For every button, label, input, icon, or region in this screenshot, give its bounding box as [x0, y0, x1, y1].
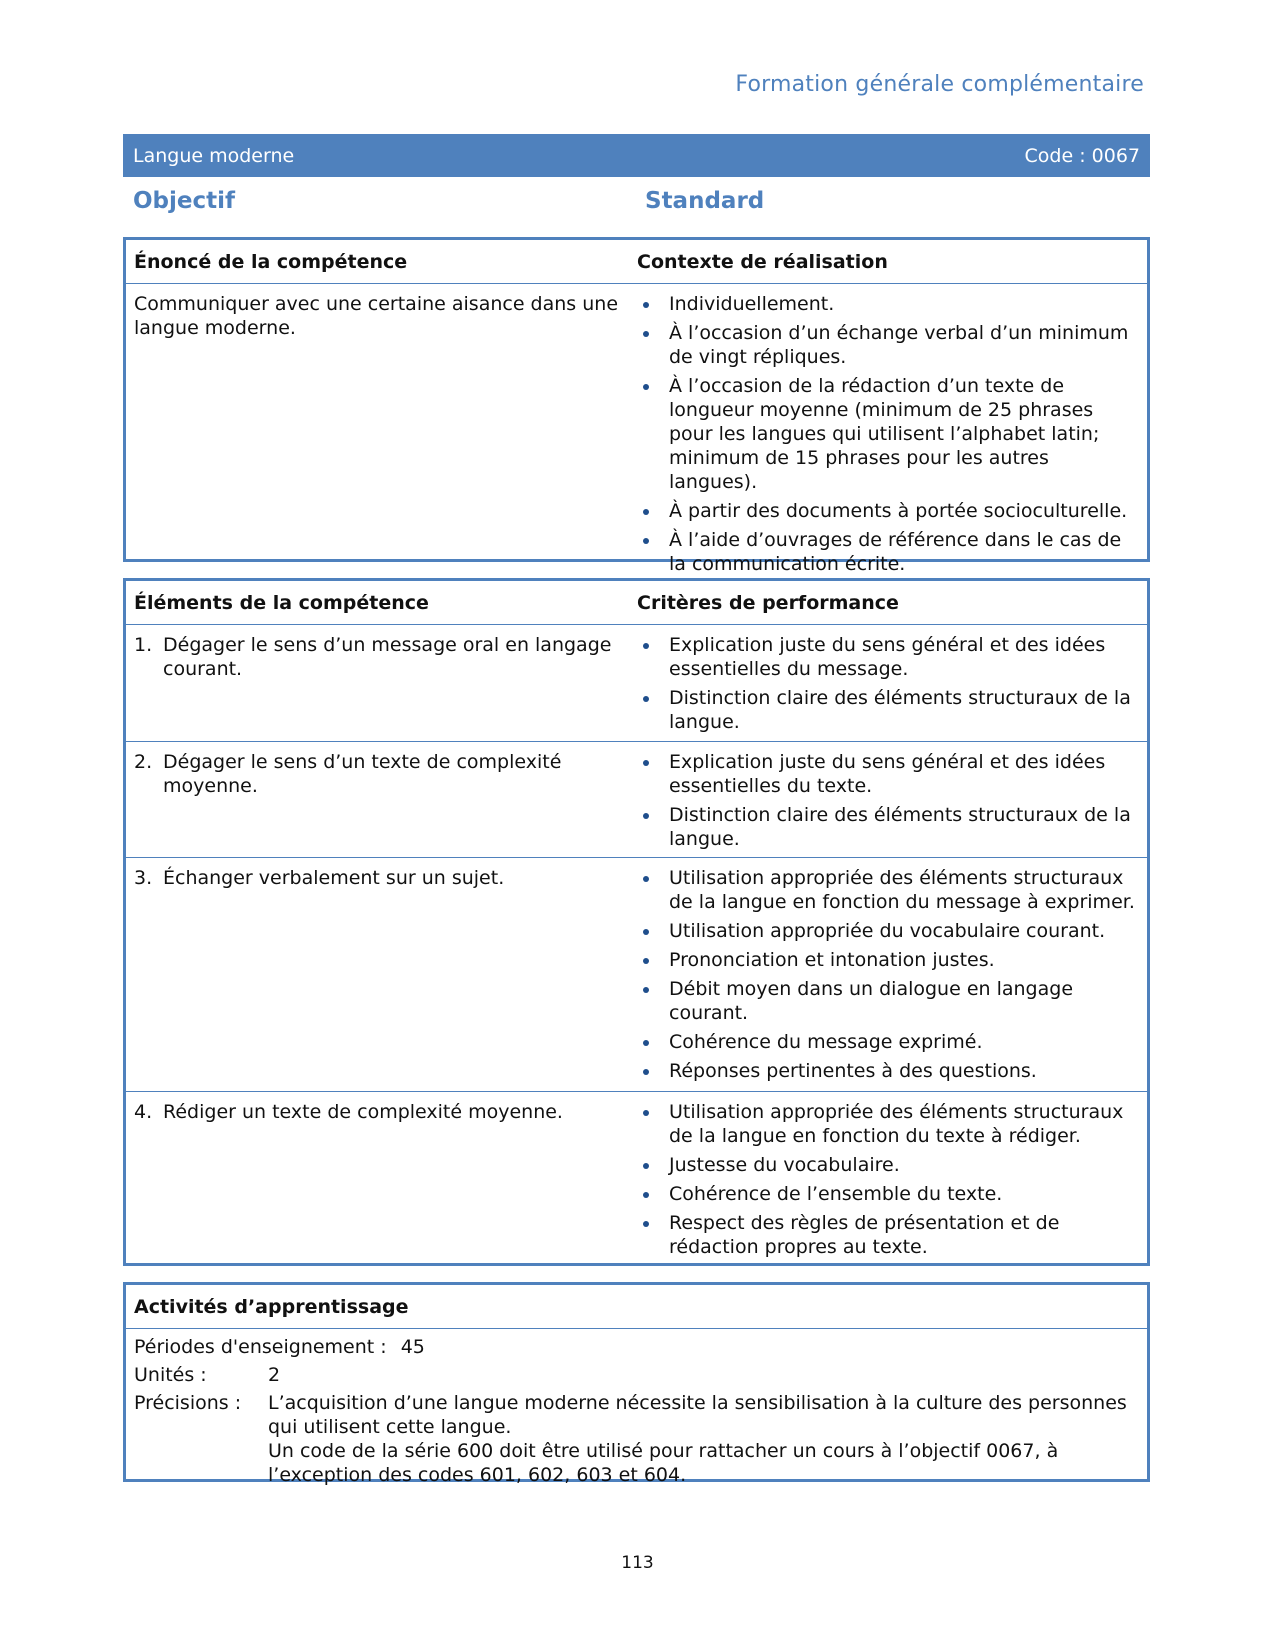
periods-value: 45 [400, 1336, 425, 1358]
element-number: 3. [134, 867, 153, 889]
course-code: Code : 0067 [1024, 144, 1140, 167]
context-list [637, 292, 1139, 576]
activities-title: Activités d’apprentissage [134, 1295, 409, 1318]
criteria-header: Critères de performance [637, 591, 899, 614]
list-item: Explication juste du sens général et des idées essentielles du texte. [637, 750, 1139, 798]
periods-line [134, 1335, 1139, 1359]
element-text: Rédiger un texte de complexité moyenne. [163, 1101, 563, 1123]
element-text: Échanger verbalement sur un sujet. [163, 867, 505, 889]
criteria-list [637, 633, 1139, 734]
list-item: Justesse du vocabulaire. [637, 1153, 1139, 1177]
page-number: 113 [621, 1553, 654, 1573]
list-item: Cohérence de l’ensemble du texte. [637, 1182, 1139, 1206]
list-item: Explication juste du sens général et des idées essentielles du message. [637, 633, 1139, 681]
list-item: Cohérence du message exprimé. [637, 1030, 1139, 1054]
subject-title: Langue moderne [133, 144, 295, 167]
precisions-paragraph-1: L’acquisition d’une langue moderne nécessite la sensibilisation à la culture des personnes qui utilisent cette langue. [268, 1392, 1127, 1438]
criteria-list [637, 750, 1139, 851]
table-row [126, 858, 1147, 1092]
table-row [126, 625, 1147, 742]
units-value: 2 [268, 1364, 281, 1386]
list-item: Distinction claire des éléments structuraux de la langue. [637, 803, 1139, 851]
activities-header [126, 1285, 1147, 1329]
list-item: Utilisation appropriée des éléments structuraux de la langue en fonction du message à exprimer. [637, 866, 1139, 914]
criteria-list [637, 1100, 1139, 1259]
periods-label: Périodes d'enseignement : [134, 1336, 387, 1358]
statement-header: Énoncé de la compétence [134, 250, 408, 273]
criteria-list [637, 866, 1139, 1083]
list-item: Distinction claire des éléments structuraux de la langue. [637, 686, 1139, 734]
column-heads [123, 188, 1150, 228]
element-number: 4. [134, 1101, 153, 1123]
units-label: Unités : [134, 1364, 207, 1386]
list-item: À l’aide d’ouvrages de référence dans le cas de la communication écrite. [637, 528, 1139, 576]
competence-table-header [126, 240, 1147, 284]
element-4 [134, 1100, 629, 1124]
list-item: Utilisation appropriée du vocabulaire courant. [637, 919, 1139, 943]
list-item: Débit moyen dans un dialogue en langage courant. [637, 977, 1139, 1025]
precisions-label: Précisions : [134, 1392, 242, 1414]
table-row [126, 1092, 1147, 1265]
elements-table-header [126, 581, 1147, 625]
activities-table [123, 1282, 1150, 1486]
title-bar [123, 134, 1150, 177]
list-item: À l’occasion de la rédaction d’un texte de longueur moyenne (minimum de 25 phrases pour les langues qui utilisent l’alphabet latin; minimum de 15 phrases pour les autres langues). [637, 374, 1139, 494]
list-item: Réponses pertinentes à des questions. [637, 1059, 1139, 1083]
list-item: À l’occasion d’un échange verbal d’un minimum de vingt répliques. [637, 321, 1139, 369]
context-header: Contexte de réalisation [637, 250, 888, 273]
objectif-heading: Objectif [133, 188, 236, 214]
standard-heading: Standard [645, 188, 765, 214]
element-text: Dégager le sens d’un texte de complexité moyenne. [163, 751, 562, 797]
element-text: Dégager le sens d’un message oral en langage courant. [163, 634, 612, 680]
elements-header: Éléments de la compétence [134, 591, 429, 614]
list-item: Prononciation et intonation justes. [637, 948, 1139, 972]
competence-row [126, 284, 1147, 582]
precisions-paragraph-2: Un code de la série 600 doit être utilisé pour rattacher un cours à l’objectif 0067, à l’exception des codes 601, 602, 603 et 604. [268, 1440, 1059, 1486]
competence-statement: Communiquer avec une certaine aisance dans une langue moderne. [134, 293, 619, 339]
element-3 [134, 866, 629, 890]
units-line [134, 1363, 1139, 1387]
activities-body [126, 1329, 1147, 1499]
list-item: À partir des documents à portée socioculturelle. [637, 499, 1139, 523]
competence-table [123, 237, 1150, 575]
elements-table [123, 578, 1150, 1266]
element-2 [134, 750, 629, 798]
element-1 [134, 633, 629, 681]
element-number: 1. [134, 634, 153, 656]
table-row [126, 742, 1147, 858]
list-item: Utilisation appropriée des éléments structuraux de la langue en fonction du texte à rédiger. [637, 1100, 1139, 1148]
running-head: Formation générale complémentaire [735, 72, 1144, 97]
list-item: Respect des règles de présentation et de rédaction propres au texte. [637, 1211, 1139, 1259]
list-item: Individuellement. [637, 292, 1139, 316]
element-number: 2. [134, 751, 153, 773]
precisions-line [134, 1391, 1139, 1487]
